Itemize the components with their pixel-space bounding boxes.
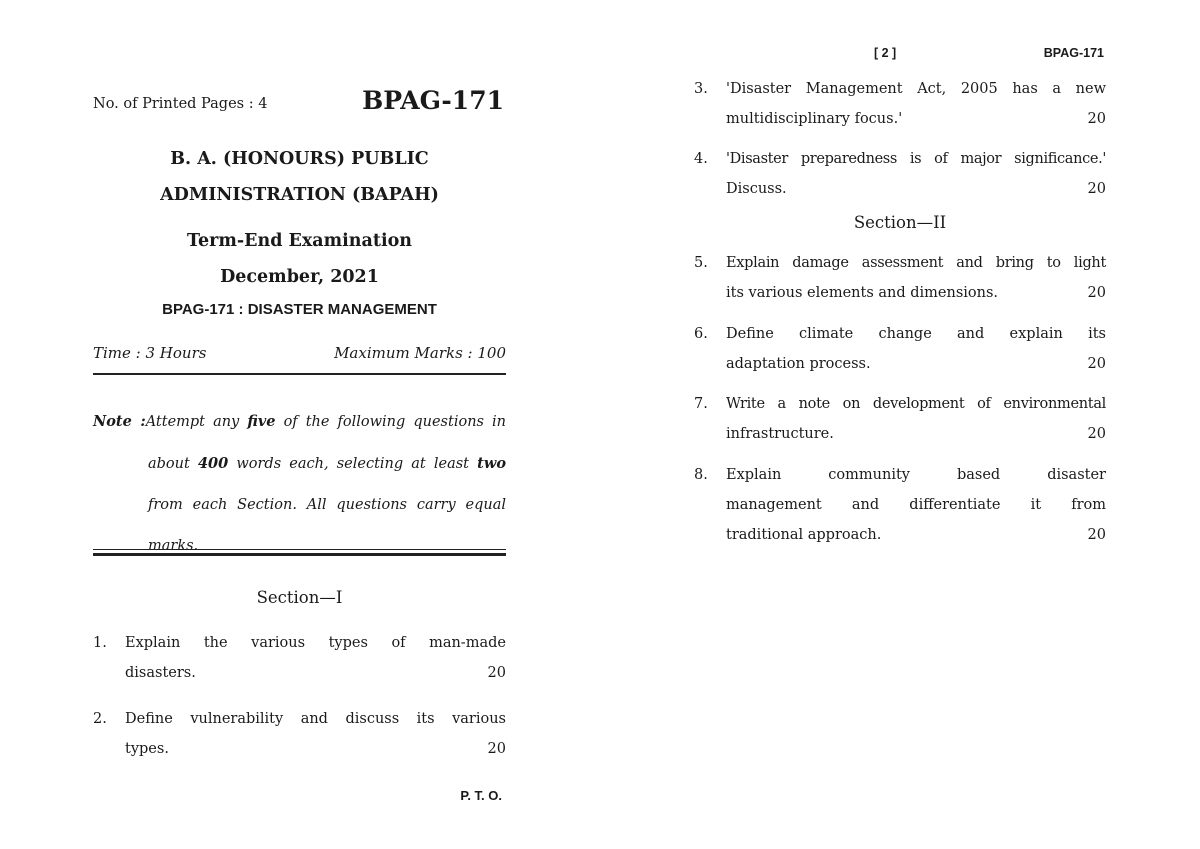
note-text: words each, selecting at least	[228, 456, 478, 472]
question-marks: 20	[1087, 181, 1106, 197]
question-word: man-made	[429, 635, 506, 651]
question-text: traditional approach.	[726, 527, 882, 543]
note-line-4: marks.	[148, 538, 199, 554]
exam-month-year: December, 2021	[220, 267, 379, 287]
question-5	[694, 248, 1106, 308]
programme-title-line1: B. A. (HONOURS) PUBLIC	[170, 149, 429, 169]
question-text: infrastructure.	[726, 426, 834, 442]
question-word: of	[391, 635, 406, 651]
exam-duration: Time : 3 Hours	[93, 344, 207, 362]
question-word: it	[1030, 497, 1042, 513]
question-word: and	[851, 497, 880, 513]
question-8	[694, 460, 1106, 550]
note-line-3: from each Section. All questions carry equal	[148, 497, 506, 513]
question-word: has	[1012, 81, 1038, 97]
question-word: Explain	[726, 467, 782, 483]
question-text-line: Explain damage assessment and bring to light	[726, 255, 1106, 271]
question-marks: 20	[1087, 356, 1106, 372]
question-text-line	[726, 74, 1106, 104]
question-text-line	[726, 520, 1106, 550]
exam-title: Term-End Examination	[186, 231, 412, 251]
question-text: its various elements and dimensions.	[726, 285, 999, 301]
question-number: 3.	[694, 81, 708, 97]
question-word: Define	[125, 711, 173, 727]
question-word: its	[416, 711, 435, 727]
note-text: about	[148, 456, 198, 472]
note-divider-thin	[93, 549, 506, 550]
question-number: 2.	[93, 711, 107, 727]
question-text-line	[125, 658, 506, 688]
note-text: Attempt any	[145, 414, 248, 430]
note-line-1	[93, 401, 506, 443]
question-text-line	[726, 460, 1106, 490]
question-marks: 20	[1087, 285, 1106, 301]
question-word: differentiate	[909, 497, 1001, 513]
question-word: 2005	[960, 81, 998, 97]
question-text-line	[726, 104, 1106, 134]
question-4	[694, 144, 1106, 204]
question-marks: 20	[1087, 111, 1106, 127]
note-emphasis: two	[477, 455, 506, 472]
question-word: new	[1075, 81, 1106, 97]
question-marks: 20	[1087, 426, 1106, 442]
question-text-line	[726, 490, 1106, 520]
programme-title-line2: ADMINISTRATION (BAPAH)	[160, 185, 439, 205]
question-text-line	[726, 174, 1106, 204]
question-text-line	[726, 419, 1106, 449]
question-text-line	[726, 278, 1106, 308]
question-word: Management	[805, 81, 903, 97]
header-divider	[93, 373, 506, 375]
question-word: community	[828, 467, 910, 483]
question-2	[93, 704, 506, 764]
question-word: management	[726, 497, 822, 513]
question-6	[694, 319, 1106, 379]
question-word: based	[956, 467, 1001, 483]
course-title: BPAG-171 : DISASTER MANAGEMENT	[162, 301, 437, 318]
question-word: 'Disaster	[726, 81, 792, 97]
question-text-line	[726, 319, 1106, 349]
question-word: the	[203, 635, 228, 651]
note-emphasis: 400	[197, 455, 229, 472]
question-word: various	[452, 711, 506, 727]
printed-pages-count: No. of Printed Pages : 4	[93, 96, 268, 112]
question-word: Explain	[125, 635, 181, 651]
page-number: [ 2 ]	[874, 46, 897, 60]
question-word: its	[1088, 326, 1106, 342]
question-word: disaster	[1047, 467, 1106, 483]
note-line-2	[93, 443, 506, 485]
question-text-line	[125, 628, 506, 658]
question-word: and	[957, 326, 985, 342]
question-number: 5.	[694, 255, 708, 271]
course-code-heading: BPAG-171	[362, 86, 504, 115]
question-number: 6.	[694, 326, 708, 342]
question-text: disasters.	[125, 665, 196, 681]
question-number: 1.	[93, 635, 107, 651]
question-word: types	[328, 635, 368, 651]
question-3	[694, 74, 1106, 134]
question-1	[93, 628, 506, 688]
question-word: Act,	[917, 81, 947, 97]
question-number: 7.	[694, 396, 708, 412]
note-label: Note :	[93, 413, 146, 430]
maximum-marks: Maximum Marks : 100	[334, 344, 506, 362]
question-text: types.	[125, 741, 169, 757]
question-word: climate	[799, 326, 854, 342]
section-2-heading: Section—II	[853, 213, 947, 232]
question-7	[694, 389, 1106, 449]
question-text-line: 'Disaster preparedness is of major significance.'	[726, 151, 1106, 167]
question-text: adaptation process.	[726, 356, 871, 372]
question-word: Define	[726, 326, 774, 342]
question-text-line: Write a note on development of environmental	[726, 396, 1106, 412]
page-1	[93, 0, 506, 849]
question-text: Discuss.	[726, 181, 787, 197]
page-2	[694, 0, 1106, 849]
question-word: and	[300, 711, 328, 727]
question-number: 8.	[694, 467, 708, 483]
question-marks: 20	[487, 741, 506, 757]
section-1-heading: Section—I	[256, 588, 343, 607]
note-emphasis: five	[247, 413, 276, 430]
question-marks: 20	[1087, 527, 1106, 543]
question-text-line	[125, 734, 506, 764]
note-divider-thick	[93, 553, 506, 556]
question-text-line	[726, 349, 1106, 379]
question-word: various	[251, 635, 306, 651]
question-word: a	[1052, 81, 1062, 97]
instructions-note	[93, 401, 506, 567]
question-word: change	[878, 326, 932, 342]
question-word: discuss	[345, 711, 400, 727]
course-code-running-header: BPAG-171	[1043, 46, 1104, 60]
question-word: vulnerability	[190, 711, 284, 727]
question-text: multidisciplinary focus.'	[726, 111, 903, 127]
please-turn-over: P. T. O.	[460, 788, 502, 803]
question-text-line	[125, 704, 506, 734]
question-word: from	[1071, 497, 1106, 513]
question-word: explain	[1009, 326, 1063, 342]
note-text: of the following questions in	[275, 414, 507, 430]
question-number: 4.	[694, 151, 708, 167]
question-marks: 20	[487, 665, 506, 681]
